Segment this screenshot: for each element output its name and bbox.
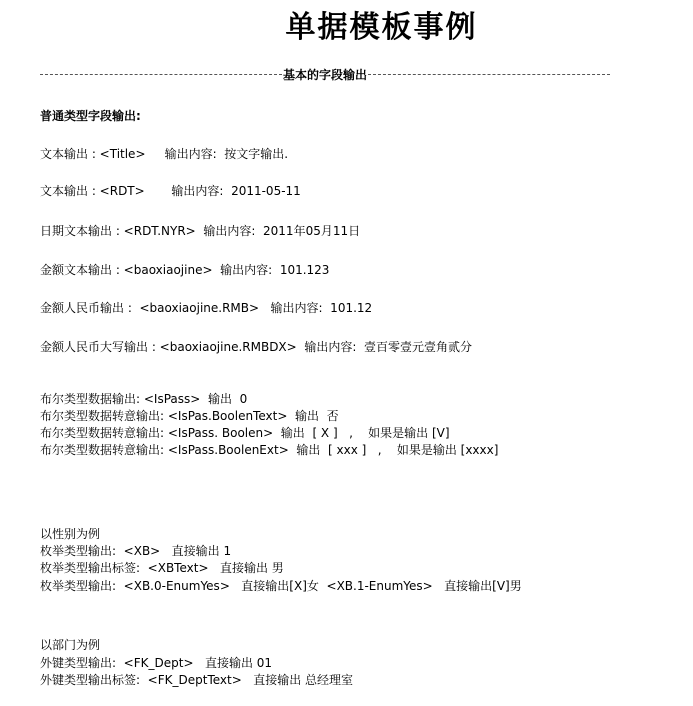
divider-line-right — [368, 74, 610, 75]
bool-output-row: 布尔类型数据转意输出: <IsPass. Boolen> 输出 [ X ] , 如果是输出 [V] — [40, 426, 450, 440]
enum-output-row: 枚举类型输出标签: <XBText> 直接输出 男 — [40, 561, 284, 575]
bool-output-row: 布尔类型数据转意输出: <IsPas.BoolenText> 输出 否 — [40, 409, 339, 423]
fk-output-row: 外键类型输出: <FK_Dept> 直接输出 01 — [40, 656, 273, 670]
section-divider — [40, 66, 610, 82]
text-output-row: 文本输出 : <RDT> 输出内容: 2011-05-11 — [40, 184, 301, 198]
rmb-upper-output-row: 金额人民币大写输出 : <baoxiaojine.RMBDX> 输出内容: 壹百零壹元壹角贰分 — [40, 340, 473, 354]
date-output-row: 日期文本输出 : <RDT.NYR> 输出内容: 2011年05月11日 — [40, 224, 361, 238]
rmb-output-row: 金额人民币输出 : <baoxiaojine.RMB> 输出内容: 101.12 — [40, 301, 373, 315]
amount-output-row: 金额文本输出 : <baoxiaojine> 输出内容: 101.123 — [40, 263, 330, 277]
divider-line-left — [40, 74, 282, 75]
page-title: 单据模板事例 — [285, 10, 478, 45]
enum-example-label: 以性别为例 — [40, 527, 101, 541]
text-output-row: 文本输出 : <Title> 输出内容: 按文字输出. — [40, 147, 289, 161]
bool-output-row: 布尔类型数据输出: <IsPass> 输出 0 — [40, 392, 248, 406]
fk-example-label: 以部门为例 — [40, 638, 101, 652]
enum-output-row: 枚举类型输出: <XB> 直接输出 1 — [40, 544, 232, 558]
bool-output-row: 布尔类型数据转意输出: <IsPass.BoolenExt> 输出 [ xxx ] , 如果是输出 [xxxx] — [40, 443, 499, 457]
section-label: 基本的字段输出 — [283, 67, 368, 82]
fk-output-row: 外键类型输出标签: <FK_DeptText> 直接输出 总经理室 — [40, 673, 354, 687]
section-heading: 普通类型字段输出: — [40, 109, 141, 123]
enum-output-row: 枚举类型输出: <XB.0-EnumYes> 直接输出[X]女 <XB.1-EnumYes> 直接输出[V]男 — [40, 579, 522, 593]
